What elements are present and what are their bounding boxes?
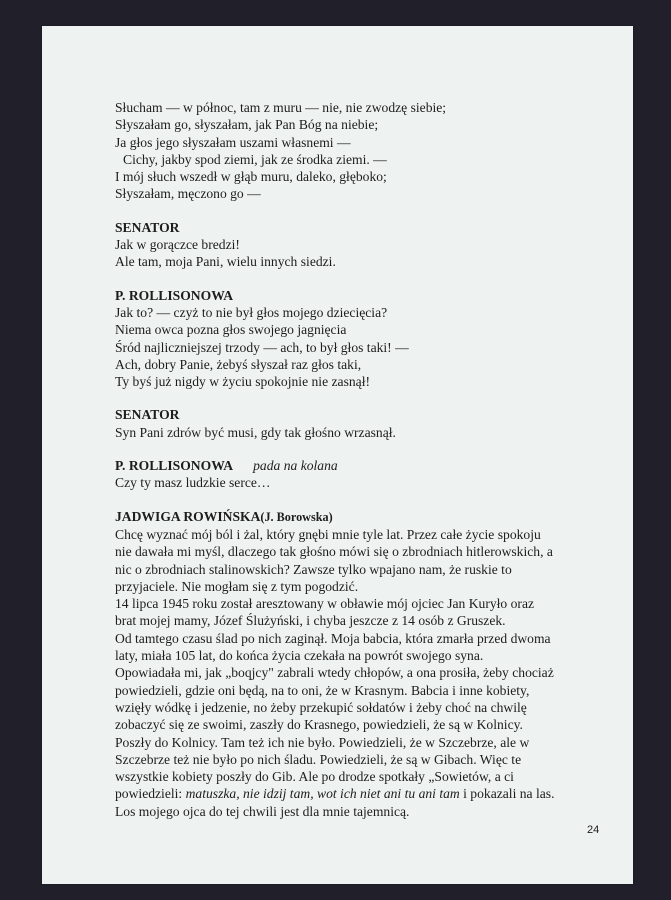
poem-line: Słyszałam go, słyszałam, jak Pan Bóg na niebie;	[115, 117, 379, 133]
prose-line: nic o zbrodniach stalinowskich? Zawsze tylko wpajano nam, że ruskie to	[115, 561, 512, 577]
poem-opening	[115, 99, 585, 203]
dialogue-line: Ale tam, moja Pani, wielu innych siedzi.	[115, 254, 336, 270]
poem-line: Cichy, jakby spod ziemi, jak ze środka ziemi. —	[123, 151, 387, 167]
prose-line: powiedzieli, gdzie oni będą, na to oni, że w Krasnym. Babcia i inne kobiety,	[115, 682, 530, 698]
prose-text: powiedzieli:	[115, 786, 186, 802]
speaker-name: P. ROLLISONOWA	[115, 287, 234, 303]
prose-line: Poszły do Kolnicy. Tam też ich nie było. Powiedzieli, że w Szczebrze, ale w	[115, 734, 530, 750]
senator-block-1	[115, 219, 585, 271]
prose-line: Chcę wyznać mój ból i żal, który gnębi mnie tyle lat. Przez całe życie spokoju	[115, 526, 541, 542]
stage-direction: pada na kolana	[253, 458, 338, 474]
page-content	[115, 99, 585, 820]
page-number: 24	[587, 824, 600, 836]
prose-line: 14 lipca 1945 roku został aresztowany w obławie mój ojciec Jan Kuryło oraz	[115, 596, 535, 612]
prose-line: Opowiadała mi, jak „boqjcy" zabrali wtedy chłopów, a ona prosiła, żeby chociaż	[115, 665, 554, 681]
dialogue-line: Jak w gorączce bredzi!	[115, 237, 240, 253]
dialogue-line: Jak to? — czyż to nie był głos mojego dziecięcia?	[115, 304, 388, 320]
prose-line: laty, miała 105 lat, do końca życia czekała na powrót swojego syna.	[115, 648, 484, 664]
dialogue-line: Czy ty masz ludzkie serce…	[115, 475, 271, 491]
prose-line	[115, 785, 585, 802]
jadwiga-block	[115, 508, 585, 820]
speaker-name: P. ROLLISONOWA	[115, 458, 234, 474]
dialogue-line: Śród najliczniejszej trzody — ach, to był głos taki! —	[115, 339, 409, 355]
dialogue-line: Niema owca pozna głos swojego jagnięcia	[115, 322, 347, 338]
rollisonowa-block-2	[115, 457, 585, 492]
speaker-name: SENATOR	[115, 219, 180, 235]
prose-text: i pokazali na las.	[459, 786, 555, 802]
prose-line: przyjaciele. Nie mogłam się z tym pogodzić.	[115, 578, 359, 594]
dialogue-line: Ach, dobry Panie, żebyś słyszał raz głos taki,	[115, 356, 362, 372]
prose-line: brat mojej mamy, Józef Ślużyński, i chyba jeszcze z 14 osób z Gruszek.	[115, 613, 506, 629]
russian-quote: matuszka, nie idzij tam, wot ich niet ani tu ani tam	[185, 786, 460, 802]
dialogue-line: Ty byś już nigdy w życiu spokojnie nie zasnął!	[115, 374, 371, 390]
poem-line: I mój słuch wszedł w głąb muru, daleko, głęboko;	[115, 169, 387, 185]
poem-line: Słucham — w północ, tam z muru — nie, nie zwodzę siebie;	[115, 100, 447, 115]
prose-line: Los mojego ojca do tej chwili jest dla mnie tajemnicą.	[115, 803, 410, 819]
speaker-note: (J. Borowska)	[260, 509, 333, 524]
prose-line: wzięły wódkę i jedzenie, no żeby przekupić sołdatów i żeby choć na chwilę	[115, 699, 527, 715]
prose-line: nie dawała mi myśl, dlaczego tak głośno mówi się o zbrodniach hitlerowskich, a	[115, 544, 553, 560]
prose-line: Od tamtego czasu ślad po nich zaginął. Moja babcia, która zmarła przed dwoma	[115, 630, 551, 646]
prose-line: Szczebrze też nie było po nich śladu. Powiedzieli, że są w Gibach. Więc te	[115, 751, 522, 767]
prose-line: zobaczyć się ze swoimi, zaszły do Krasnego, powiedzieli, że są w Kolnicy.	[115, 717, 523, 733]
senator-block-2	[115, 406, 585, 441]
poem-line: Ja głos jego słyszałam uszami własnemi —	[115, 134, 351, 150]
dialogue-line: Syn Pani zdrów być musi, gdy tak głośno wrzasnął.	[115, 424, 396, 440]
prose-line: wszystkie kobiety poszły do Gib. Ale po drodze spotkały „Sowietów, a ci	[115, 769, 514, 785]
document-page	[42, 26, 633, 884]
rollisonowa-block-1	[115, 287, 585, 391]
poem-line: Słyszałam, męczono go —	[115, 186, 261, 202]
speaker-name: JADWIGA ROWIŃSKA	[115, 508, 261, 524]
speaker-name: SENATOR	[115, 407, 180, 423]
